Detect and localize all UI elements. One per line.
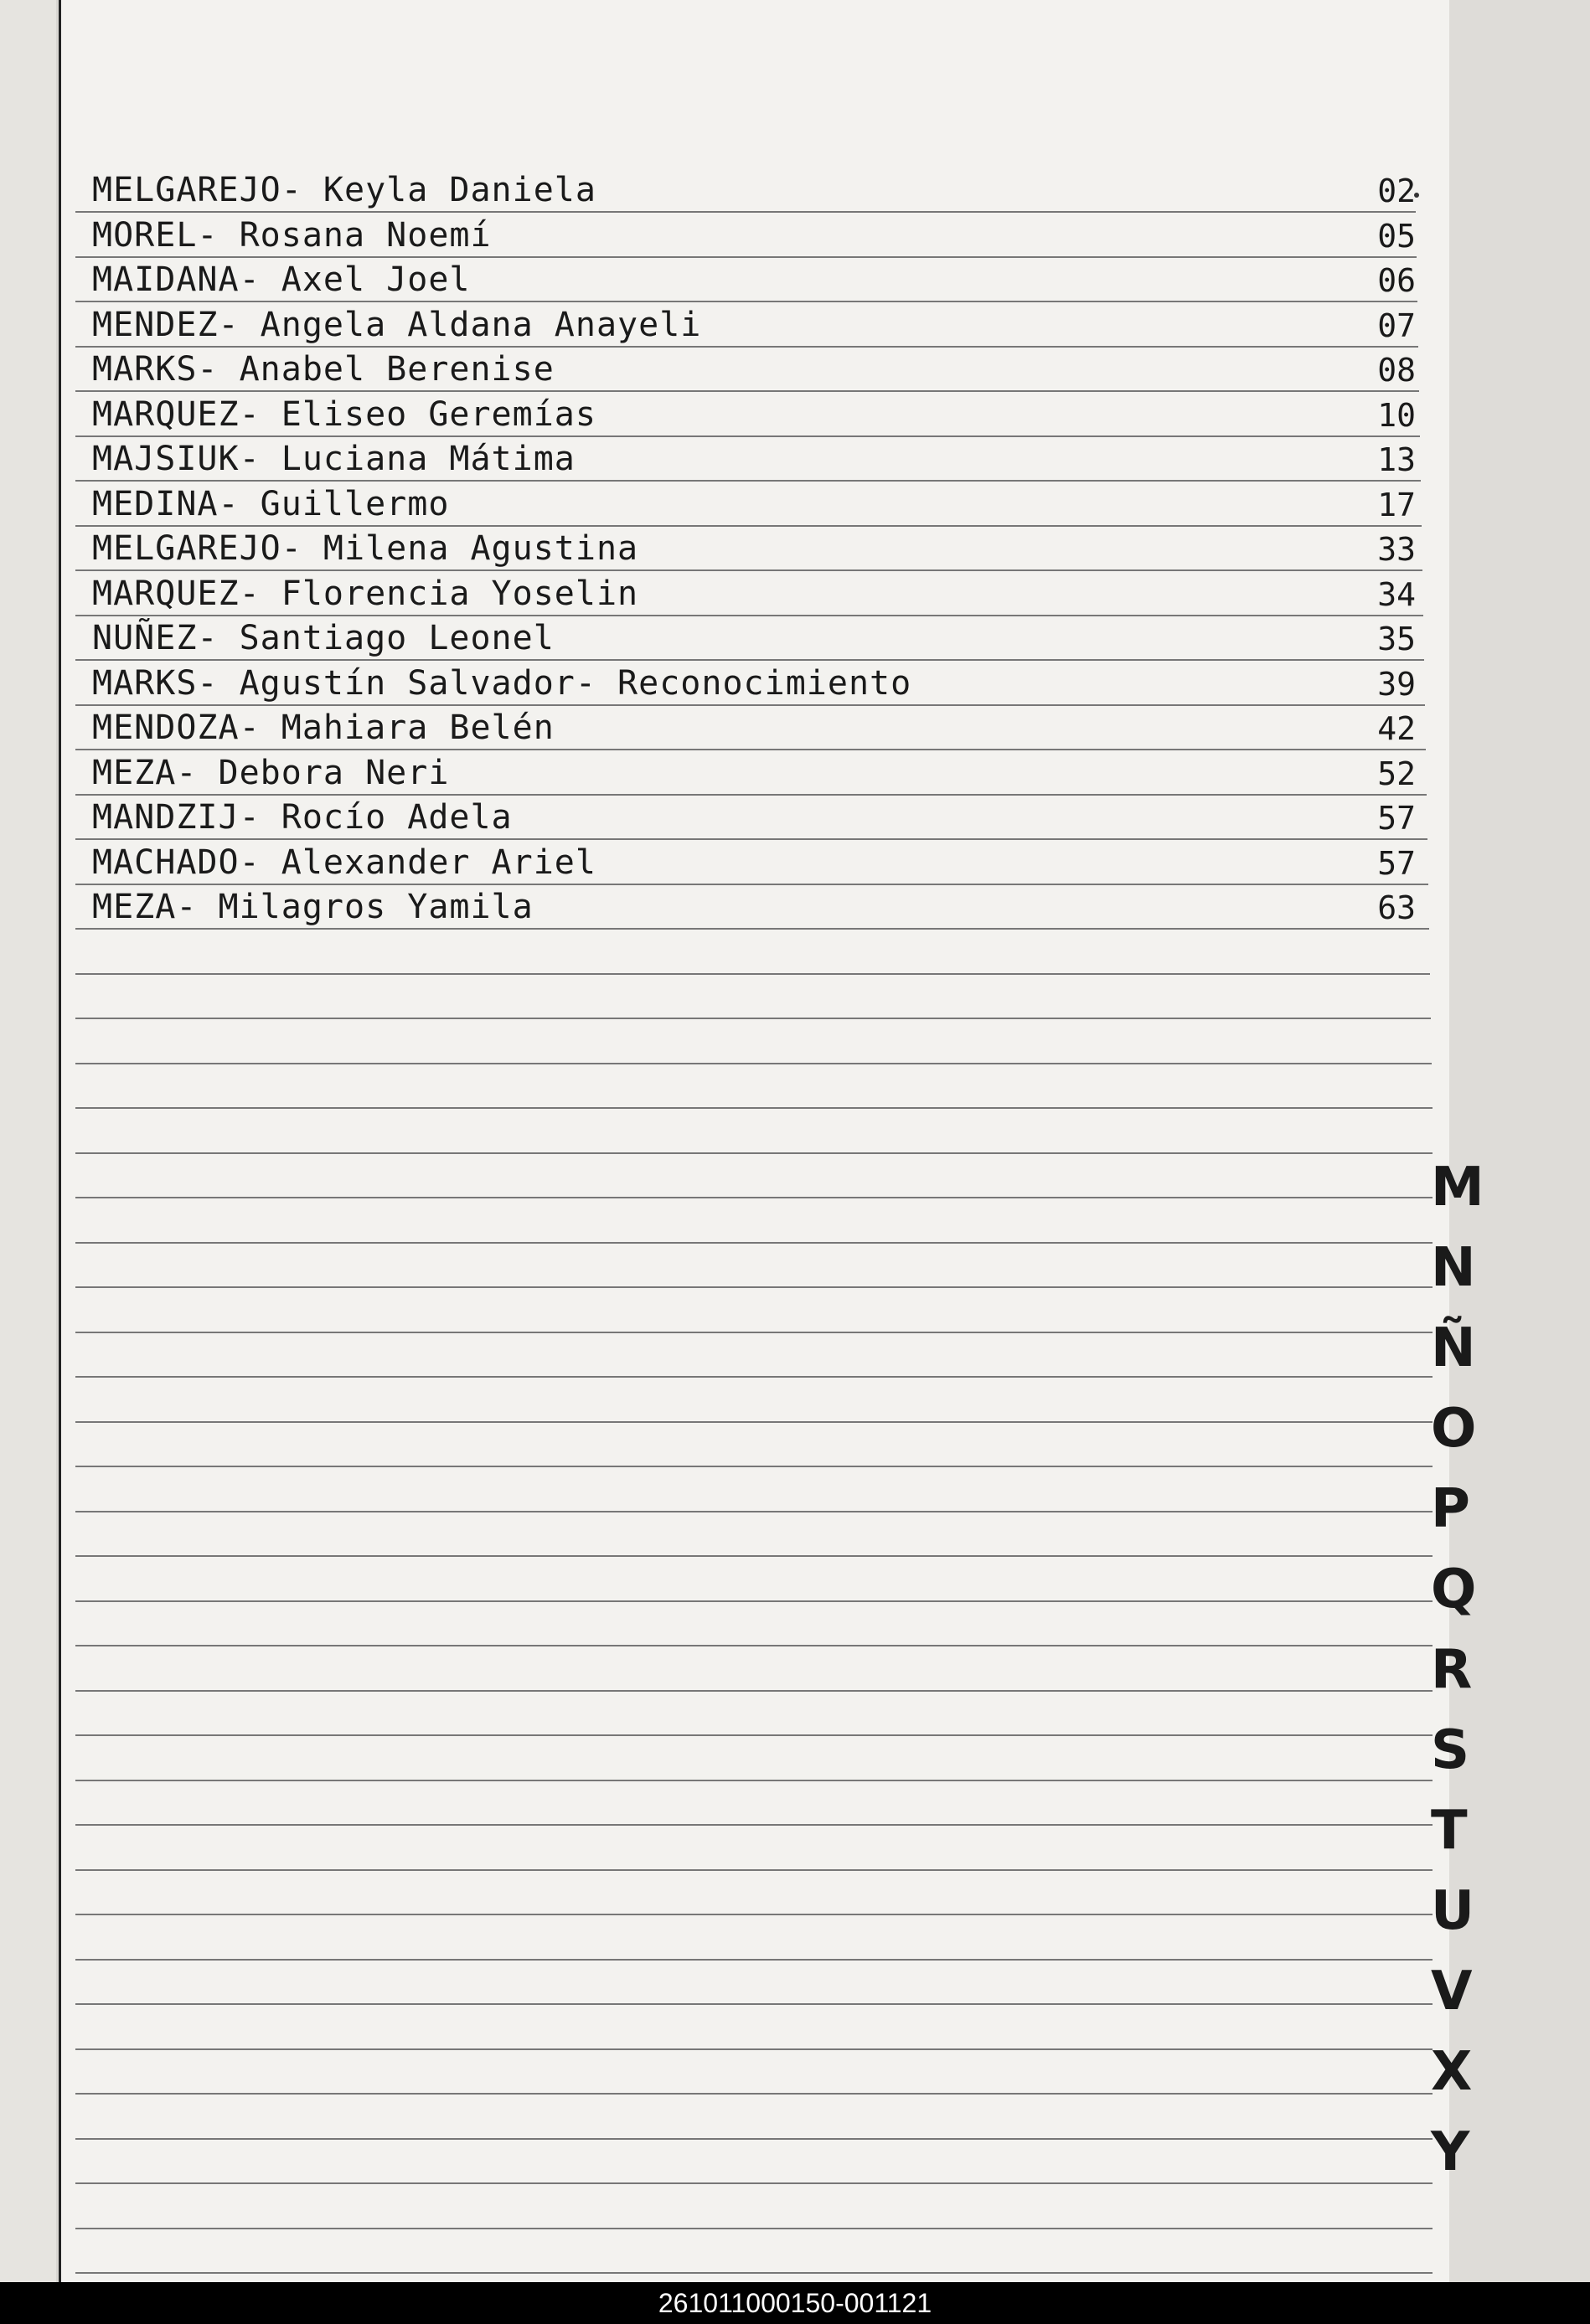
student-name: MACHADO- Alexander Ariel <box>92 843 596 882</box>
list-item <box>92 842 1433 885</box>
list-item <box>92 707 1433 750</box>
list-item <box>92 662 1433 706</box>
ruled-line <box>75 2093 1433 2095</box>
student-name: MANDZIJ- Rocío Adela <box>92 798 513 837</box>
entry-number: 05 <box>1377 218 1416 255</box>
index-tab[interactable]: U <box>1431 1880 1474 1942</box>
list-item <box>92 304 1433 348</box>
entry-number: 34 <box>1377 576 1416 613</box>
list-item <box>92 528 1433 571</box>
entry-number: 52 <box>1377 755 1416 792</box>
list-item <box>92 483 1433 527</box>
list-item <box>92 438 1433 482</box>
alphabet-index-tabs <box>1431 1147 1484 2193</box>
index-tab[interactable]: R <box>1431 1639 1473 1701</box>
list-item <box>92 752 1433 796</box>
ruled-line <box>75 1421 1433 1423</box>
index-tab[interactable]: O <box>1431 1398 1477 1460</box>
entry-number: 07 <box>1377 307 1416 344</box>
index-tab[interactable]: M <box>1431 1157 1484 1219</box>
index-tab[interactable]: X <box>1431 2041 1473 2103</box>
entry-number: 33 <box>1377 531 1416 568</box>
index-tab[interactable]: T <box>1431 1800 1468 1862</box>
ruled-line <box>75 1063 1432 1064</box>
entry-number: 06 <box>1377 262 1416 299</box>
ruled-line <box>75 973 1430 975</box>
ruled-line <box>75 1555 1433 1557</box>
entry-number: 39 <box>1377 666 1416 703</box>
entry-number: 02 <box>1377 173 1416 209</box>
ruled-line <box>75 2048 1433 2050</box>
document-id-footer <box>0 2282 1590 2324</box>
list-item <box>92 886 1433 930</box>
list-item <box>92 394 1433 437</box>
student-name: MAIDANA- Axel Joel <box>92 260 471 299</box>
student-name: MEZA- Debora Neri <box>92 754 450 792</box>
student-name: MENDEZ- Angela Aldana Anayeli <box>92 306 702 344</box>
student-name: MENDOZA- Mahiara Belén <box>92 709 555 747</box>
ruled-line <box>75 1869 1433 1871</box>
ruled-line <box>75 1734 1433 1736</box>
entry-number: 42 <box>1377 710 1416 747</box>
student-name: MARQUEZ- Florencia Yoselin <box>92 575 639 613</box>
ruled-line <box>75 2272 1433 2274</box>
entry-number: 10 <box>1377 397 1416 434</box>
index-tab[interactable]: P <box>1431 1478 1470 1540</box>
student-name: MEDINA- Guillermo <box>92 485 450 523</box>
ruled-line <box>75 1690 1433 1692</box>
entry-number: 08 <box>1377 352 1416 389</box>
list-item <box>92 259 1433 302</box>
document-id: 261011000150-001121 <box>658 2288 932 2318</box>
list-item <box>92 573 1433 616</box>
ruled-line <box>75 1152 1433 1154</box>
ruled-line <box>75 1600 1433 1602</box>
index-tab[interactable]: S <box>1431 1719 1470 1781</box>
index-tab[interactable]: Q <box>1431 1559 1477 1621</box>
ruled-line <box>75 1824 1433 1826</box>
entry-number: 63 <box>1377 889 1416 926</box>
ruled-line <box>75 1959 1433 1961</box>
student-name: MEZA- Milagros Yamila <box>92 888 534 926</box>
ruled-line <box>75 1332 1433 1333</box>
list-item <box>92 214 1433 258</box>
ruled-line <box>75 1466 1433 1467</box>
student-name: MARQUEZ- Eliseo Geremías <box>92 395 596 434</box>
ruled-line <box>75 2182 1433 2184</box>
ruled-line <box>75 1018 1431 1019</box>
index-tab[interactable]: Ñ <box>1431 1317 1476 1379</box>
ruled-line <box>75 2228 1433 2229</box>
list-item <box>92 617 1433 661</box>
ruled-line <box>75 2138 1433 2140</box>
ruled-line <box>75 1197 1433 1198</box>
student-name: MAJSIUK- Luciana Mátima <box>92 440 576 478</box>
list-item <box>92 169 1433 213</box>
student-name: MARKS- Agustín Salvador- Reconocimiento <box>92 664 912 703</box>
entry-number: 13 <box>1377 441 1416 478</box>
ruled-line <box>75 1286 1433 1288</box>
list-item <box>92 348 1433 392</box>
ruled-line <box>75 1780 1433 1781</box>
index-tab[interactable]: N <box>1431 1237 1476 1299</box>
ruled-line <box>75 2003 1433 2005</box>
list-item <box>92 796 1433 840</box>
student-name: NUÑEZ- Santiago Leonel <box>92 619 555 657</box>
ruled-line <box>75 1107 1433 1109</box>
ruled-line <box>75 1645 1433 1646</box>
ruled-line <box>75 1511 1433 1512</box>
ruled-line <box>75 1376 1433 1378</box>
student-name: MOREL- Rosana Noemí <box>92 216 492 255</box>
student-name: MELGAREJO- Keyla Daniela <box>92 171 596 209</box>
ruled-line <box>75 1914 1433 1915</box>
ruled-line <box>75 1242 1433 1244</box>
page-margin-left <box>0 0 56 2282</box>
student-name: MELGAREJO- Milena Agustina <box>92 529 639 568</box>
entry-number: 57 <box>1377 800 1416 837</box>
student-name: MARKS- Anabel Berenise <box>92 350 555 389</box>
index-tab[interactable]: Y <box>1431 2121 1470 2183</box>
entry-number: 35 <box>1377 621 1416 657</box>
index-tab[interactable]: V <box>1431 1961 1473 2023</box>
entry-number: 17 <box>1377 487 1416 523</box>
entry-number: 57 <box>1377 845 1416 882</box>
